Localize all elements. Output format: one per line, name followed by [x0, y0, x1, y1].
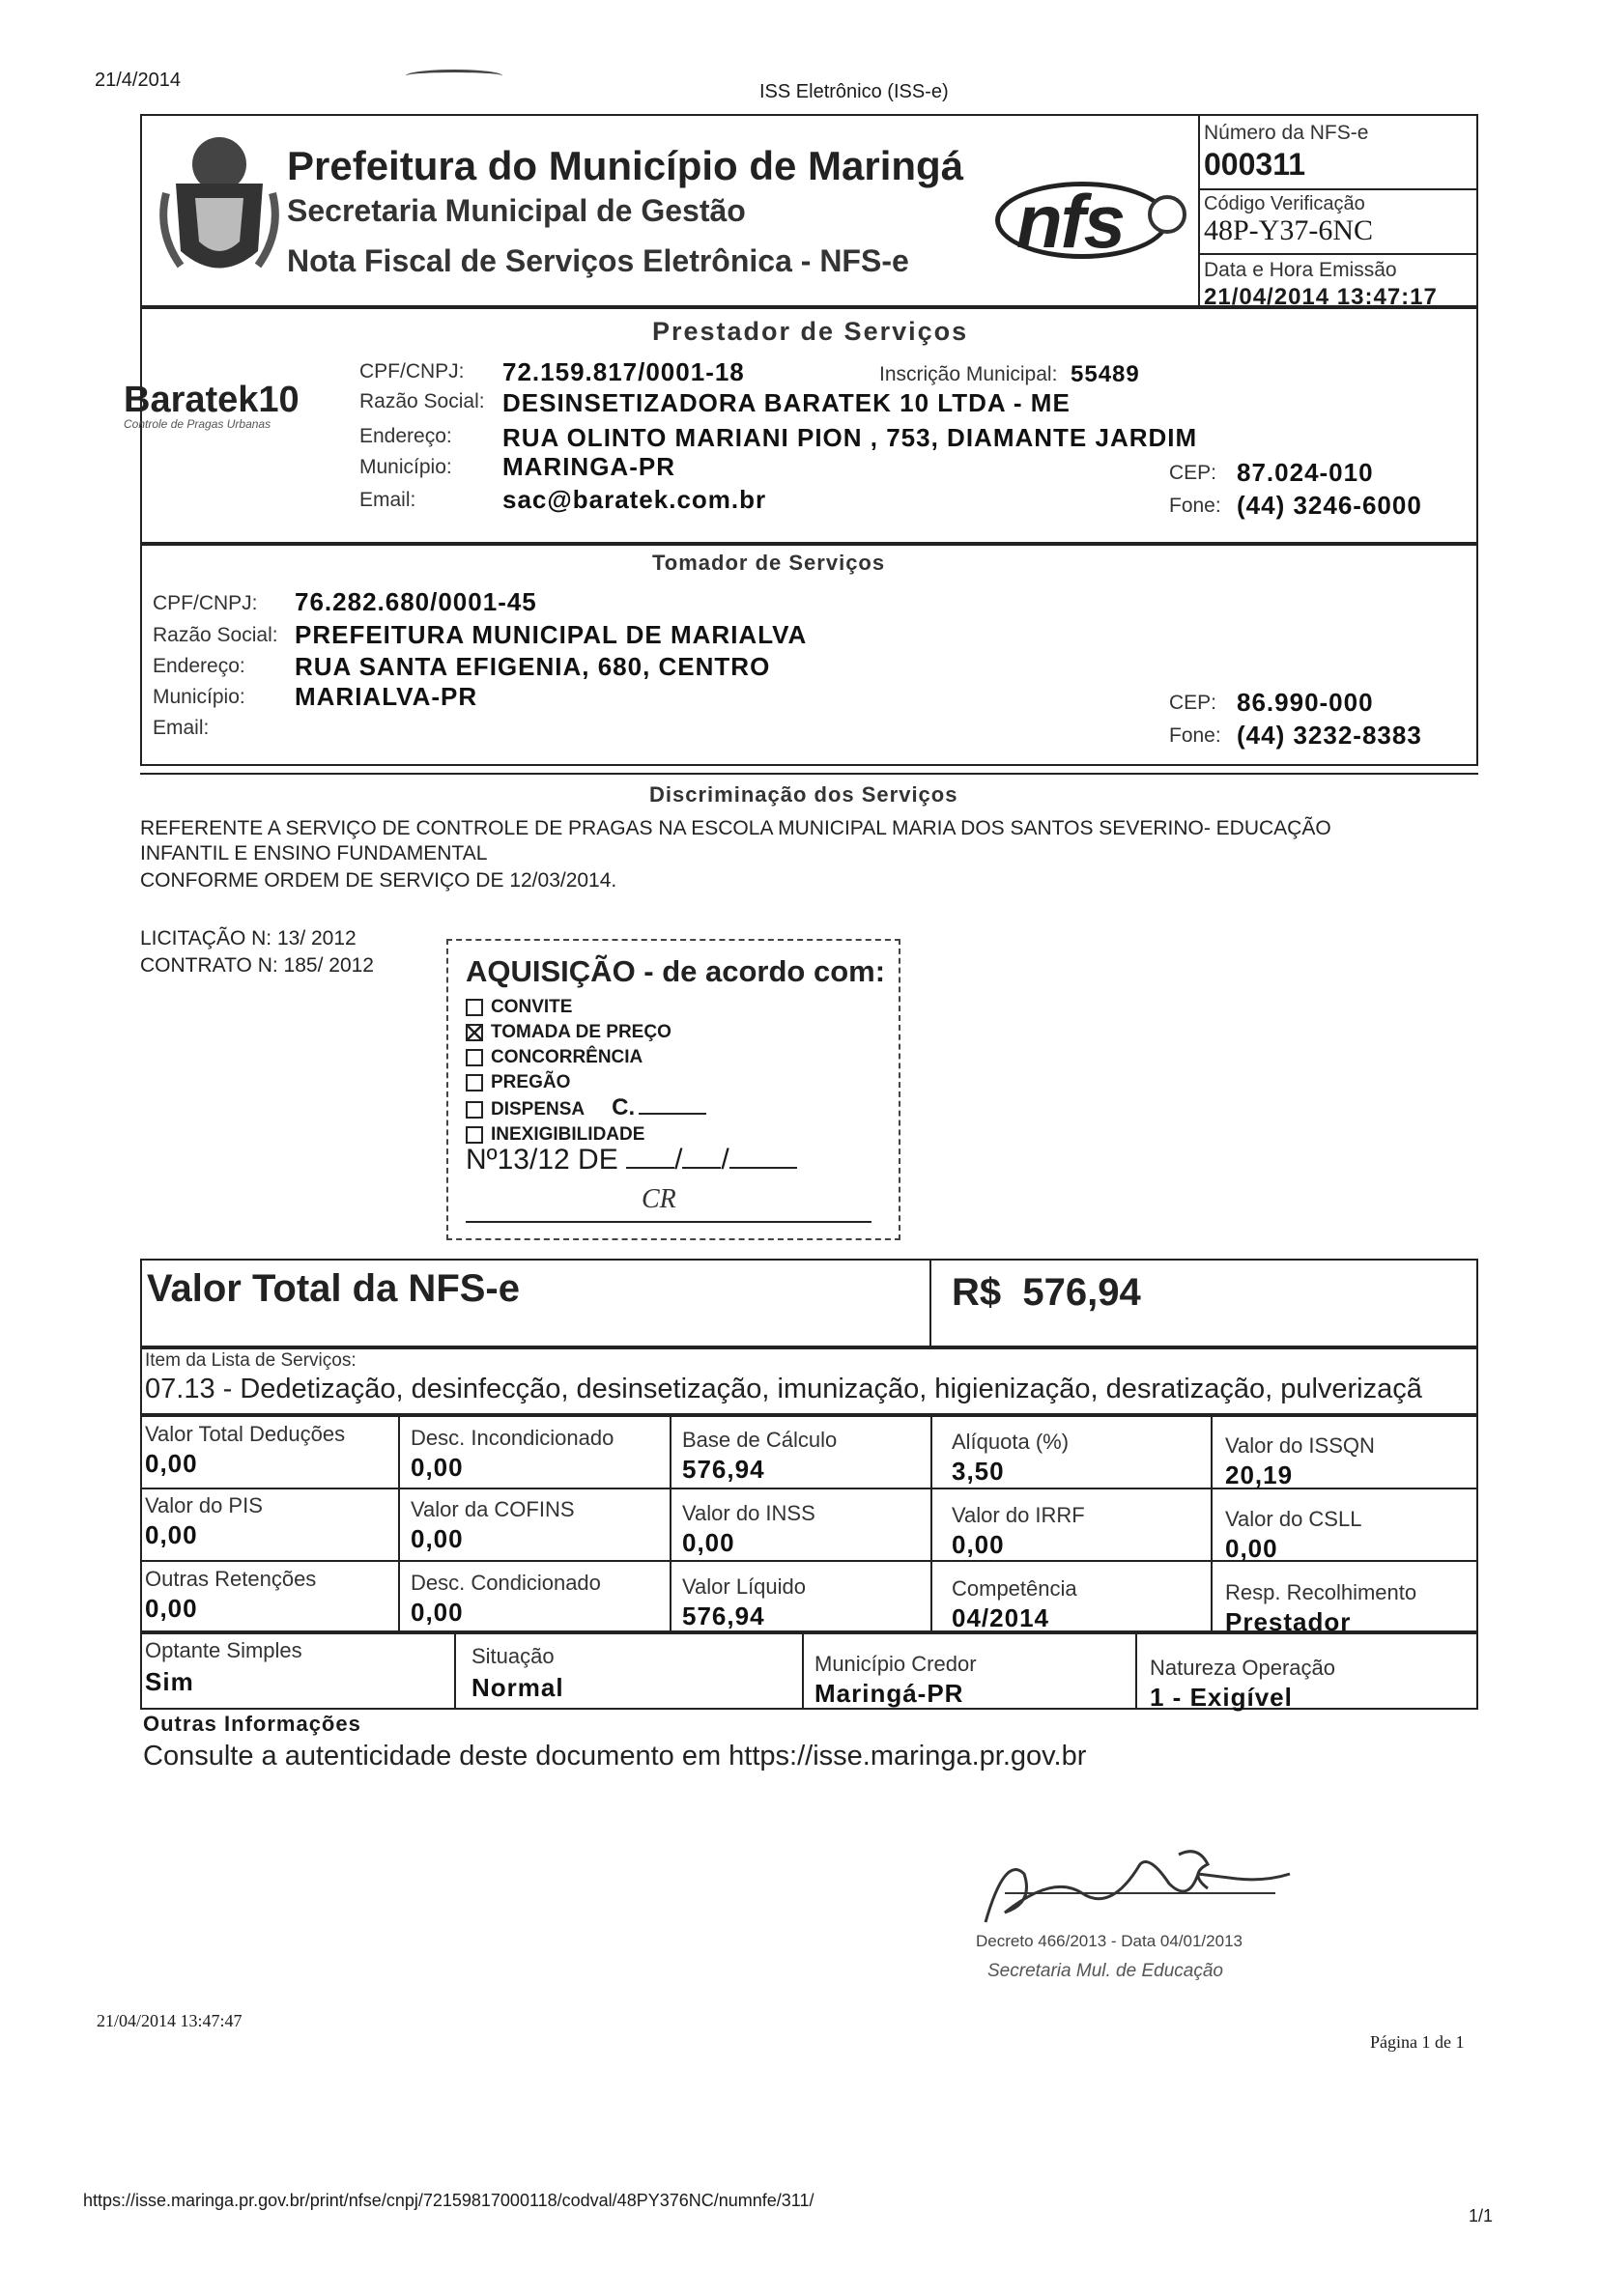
outras-info-label: Outras Informações [143, 1712, 361, 1736]
discriminacao-line-3: CONFORME ORDEM DE SERVIÇO DE 12/03/2014. [140, 869, 617, 892]
tomador-cpf-value: 76.282.680/0001-45 [295, 587, 537, 616]
aquisicao-stamp [446, 939, 900, 1240]
prestador-cpf-value: 72.159.817/0001-18 [502, 357, 745, 386]
tomador-fone-label: Fone: [1169, 724, 1221, 747]
row4-col-1 [454, 1632, 456, 1710]
situacao-label: Situação [471, 1644, 555, 1668]
base-calculo-value: 576,94 [682, 1455, 765, 1484]
data-emissao-label: Data e Hora Emissão [1204, 259, 1397, 281]
footer-url[interactable]: https://isse.maringa.pr.gov.br/print/nfse/cnpj/72159817000118/codval/48PY376NC/numnfe/311/ [83, 2191, 814, 2210]
baratek-logo [124, 380, 300, 431]
header-subtitle-2: Nota Fiscal de Serviços Eletrônica - NFS-e [287, 243, 909, 278]
valor-issqn-label: Valor do ISSQN [1225, 1433, 1375, 1458]
desc-incondicionado-label: Desc. Incondicionado [411, 1426, 614, 1450]
tomador-cpf-label: CPF/CNPJ: [153, 592, 258, 614]
prestador-section-title: Prestador de Serviços [652, 317, 969, 346]
header-right-line-1 [1198, 188, 1478, 190]
tomador-endereco-value: RUA SANTA EFIGENIA, 680, CENTRO [295, 652, 771, 681]
prestador-cep-label: CEP: [1169, 462, 1217, 484]
stamp-initials: CR [642, 1184, 676, 1214]
prestador-fone-label: Fone: [1169, 495, 1221, 517]
competencia-value: 04/2014 [952, 1603, 1049, 1632]
footer-timestamp: 21/04/2014 13:47:47 [97, 2011, 243, 2030]
grid-col-3 [930, 1415, 932, 1632]
pen-mark [406, 70, 502, 82]
resp-recolhimento-label: Resp. Recolhimento [1225, 1580, 1417, 1604]
grid-col-4 [1211, 1415, 1213, 1632]
desc-condicionado-value: 0,00 [411, 1598, 464, 1627]
prestador-razao-value: DESINSETIZADORA BARATEK 10 LTDA - ME [502, 388, 1071, 417]
licitacao-text: LICITAÇÃO N: 13/ 2012 [140, 927, 357, 950]
aliquota-value: 3,50 [952, 1457, 1005, 1486]
item-lista-label: Item da Lista de Serviços: [145, 1350, 357, 1371]
prestador-email-value: sac@baratek.com.br [502, 485, 767, 514]
stamp-title: AQUISIÇÃO - de acordo com: [466, 954, 886, 988]
tomador-municipio-value: MARIALVA-PR [295, 682, 478, 711]
municipio-credor-value: Maringá-PR [814, 1679, 964, 1708]
tomador-cep-label: CEP: [1169, 692, 1217, 714]
valor-cofins-value: 0,00 [411, 1524, 464, 1553]
tomador-razao-label: Razão Social: [153, 624, 278, 646]
base-calculo-label: Base de Cálculo [682, 1428, 838, 1452]
municipio-credor-label: Município Credor [814, 1652, 977, 1676]
tomador-section-title: Tomador de Serviços [652, 551, 886, 575]
row4-col-2 [802, 1632, 804, 1710]
stamp-numero-line: Nº13/12 DE / / [466, 1144, 797, 1176]
numero-label: Número da NFS-e [1204, 122, 1369, 144]
checkbox-checked-icon [466, 1024, 483, 1041]
stamp-c-label: C. [612, 1094, 636, 1120]
codigo-label: Código Verificação [1204, 193, 1365, 214]
desc-incondicionado-value: 0,00 [411, 1453, 464, 1482]
stamp-option-inexigibilidade: INEXIGIBILIDADE [466, 1122, 706, 1148]
signature-secretaria: Secretaria Mul. de Educação [987, 1961, 1223, 1981]
tomador-fone-value: (44) 3232-8383 [1237, 721, 1422, 750]
header-subtitle-1: Secretaria Municipal de Gestão [287, 193, 746, 228]
situacao-value: Normal [471, 1673, 564, 1702]
valor-irrf-value: 0,00 [952, 1530, 1005, 1559]
print-header-title: ISS Eletrônico (ISS-e) [759, 81, 949, 102]
tomador-cep-value: 86.990-000 [1237, 688, 1374, 717]
prestador-fone-value: (44) 3246-6000 [1237, 491, 1422, 520]
stamp-option-dispensa: DISPENSA C. [466, 1095, 706, 1122]
nfs-logo-text: nfs [1016, 179, 1124, 264]
nfs-logo [995, 162, 1179, 269]
discriminacao-top-line [140, 773, 1478, 775]
discriminacao-section-title: Discriminação dos Serviços [649, 782, 958, 807]
stamp-option-pregao: PREGÃO [466, 1070, 706, 1095]
prestador-im-value: 55489 [1071, 361, 1140, 387]
stamp-option-convite: CONVITE [466, 995, 706, 1020]
tomador-email-label: Email: [153, 717, 210, 739]
footer-pagina: Página 1 de 1 [1370, 2032, 1465, 2052]
tomador-razao-value: PREFEITURA MUNICIPAL DE MARIALVA [295, 620, 808, 649]
valor-csll-value: 0,00 [1225, 1534, 1278, 1563]
header-right-line-2 [1198, 253, 1478, 255]
prestador-email-label: Email: [359, 489, 416, 511]
checkbox-icon [466, 1126, 483, 1144]
aliquota-label: Alíquota (%) [952, 1430, 1070, 1454]
prestador-endereco-value: RUA OLINTO MARIANI PION , 753, DIAMANTE JARDIM [502, 423, 1198, 452]
outras-retencoes-value: 0,00 [145, 1594, 198, 1623]
coat-of-arms-icon [157, 126, 282, 290]
valor-deducoes-value: 0,00 [145, 1449, 198, 1478]
grid-col-2 [670, 1415, 671, 1632]
checkbox-icon [466, 999, 483, 1016]
header-right-divider [1198, 114, 1200, 307]
discriminacao-line-1: REFERENTE A SERVIÇO DE CONTROLE DE PRAGAS NA ESCOLA MUNICIPAL MARIA DOS SANTOS SEVERINO- EDUCAÇÃO [140, 817, 1331, 839]
prestador-razao-label: Razão Social: [359, 390, 485, 412]
total-divider [929, 1259, 931, 1347]
valor-issqn-value: 20,19 [1225, 1460, 1294, 1489]
checkbox-icon [466, 1101, 483, 1119]
prestador-cpf-label: CPF/CNPJ: [359, 360, 465, 383]
signature-decree: Decreto 466/2013 - Data 04/01/2013 [976, 1932, 1243, 1950]
header-title: Prefeitura do Município de Maringá [287, 143, 964, 188]
print-date: 21/4/2014 [95, 70, 181, 91]
prestador-cep-value: 87.024-010 [1237, 458, 1374, 487]
outras-retencoes-label: Outras Retenções [145, 1567, 317, 1591]
valor-deducoes-label: Valor Total Deduções [145, 1422, 346, 1446]
data-emissao-value: 21/04/2014 13:47:17 [1204, 284, 1438, 310]
prestador-endereco-label: Endereço: [359, 425, 452, 447]
valor-inss-label: Valor do INSS [682, 1501, 815, 1525]
valor-irrf-label: Valor do IRRF [952, 1503, 1085, 1527]
total-value: R$ 576,94 [952, 1271, 1141, 1314]
baratek-logo-subtext: Controle de Pragas Urbanas [124, 417, 271, 431]
outras-info-value: Consulte a autenticidade deste documento em https://isse.maringa.pr.gov.br [143, 1741, 1087, 1772]
grid-col-1 [398, 1415, 400, 1632]
valor-pis-value: 0,00 [145, 1520, 198, 1549]
optante-simples-label: Optante Simples [145, 1638, 302, 1662]
stamp-option-tomada: TOMADA DE PREÇO [466, 1020, 706, 1045]
valor-inss-value: 0,00 [682, 1528, 735, 1557]
natureza-operacao-value: 1 - Exigível [1150, 1683, 1293, 1712]
item-lista-value: 07.13 - Dedetização, desinfecção, desinsetização, imunização, higienização, desratização, pulverizaçã [145, 1374, 1422, 1404]
prestador-municipio-label: Município: [359, 456, 452, 478]
discriminacao-line-2: INFANTIL E ENSINO FUNDAMENTAL [140, 842, 488, 865]
numero-value: 000311 [1204, 147, 1306, 182]
checkbox-icon [466, 1074, 483, 1091]
prestador-municipio-value: MARINGA-PR [502, 452, 675, 481]
desc-condicionado-label: Desc. Condicionado [411, 1571, 601, 1595]
valor-csll-label: Valor do CSLL [1225, 1507, 1362, 1531]
contrato-text: CONTRATO N: 185/ 2012 [140, 954, 374, 977]
stamp-option-concorrencia: CONCORRÊNCIA [466, 1045, 706, 1070]
prestador-im-label: Inscrição Municipal: [879, 363, 1058, 385]
tomador-endereco-label: Endereço: [153, 655, 245, 677]
checkbox-icon [466, 1049, 483, 1066]
codigo-value: 48P-Y37-6NC [1204, 214, 1374, 246]
resp-recolhimento-value: Prestador [1225, 1607, 1352, 1636]
row4-col-3 [1135, 1632, 1137, 1710]
competencia-label: Competência [952, 1576, 1077, 1601]
valor-cofins-label: Valor da COFINS [411, 1497, 575, 1521]
total-label: Valor Total da NFS-e [147, 1267, 520, 1310]
optante-simples-value: Sim [145, 1667, 194, 1696]
baratek-logo-text: Baratek10 [124, 380, 300, 420]
valor-pis-label: Valor do PIS [145, 1493, 263, 1517]
natureza-operacao-label: Natureza Operação [1150, 1656, 1335, 1680]
valor-liquido-label: Valor Líquido [682, 1574, 807, 1599]
footer-page-count: 1/1 [1469, 2206, 1494, 2225]
valor-liquido-value: 576,94 [682, 1602, 765, 1630]
tomador-municipio-label: Município: [153, 686, 245, 708]
